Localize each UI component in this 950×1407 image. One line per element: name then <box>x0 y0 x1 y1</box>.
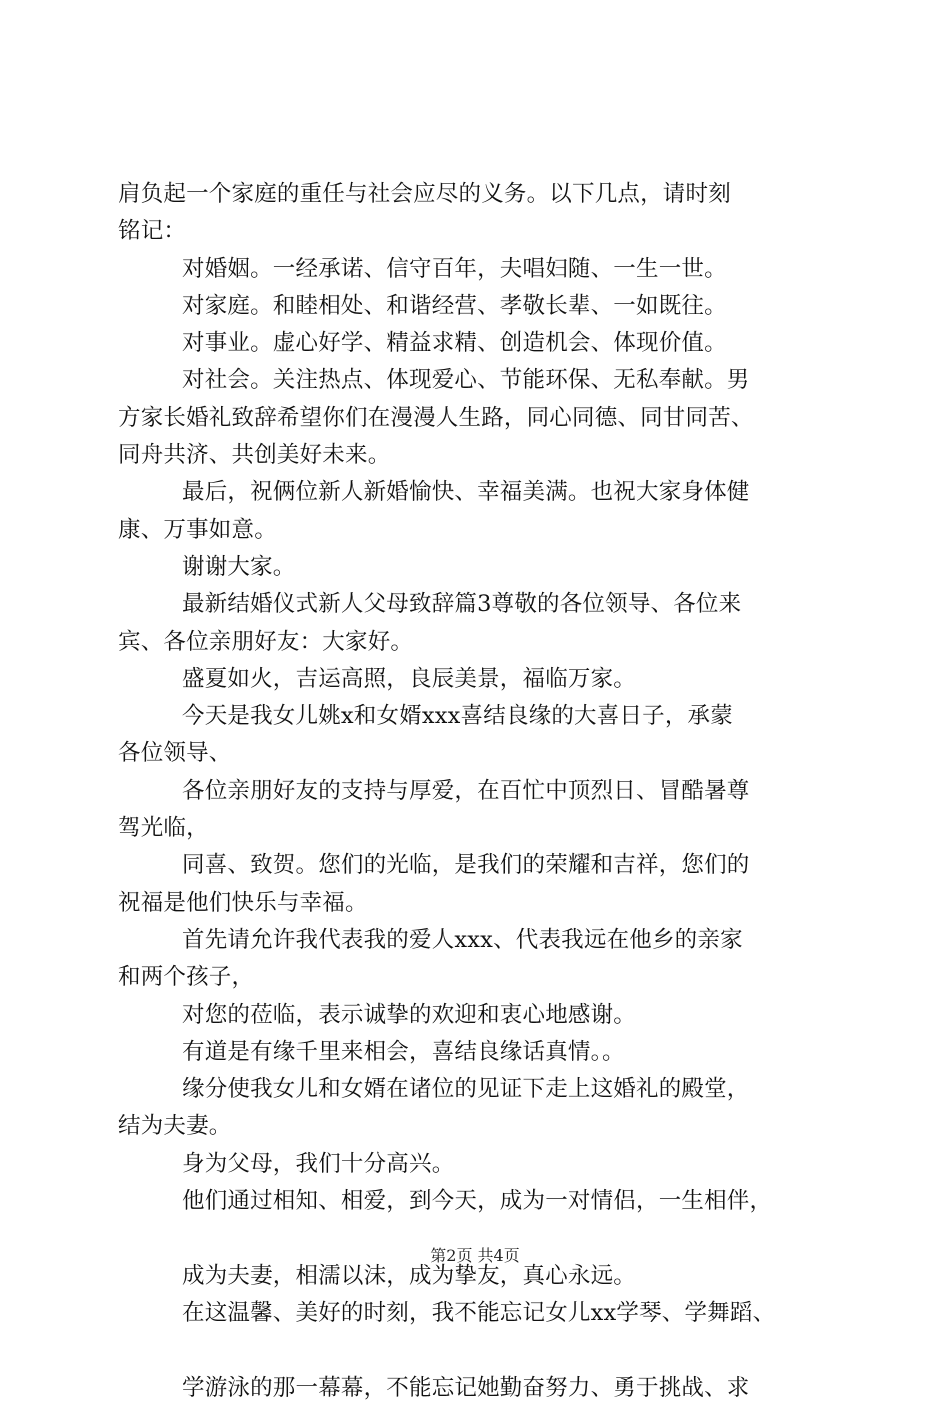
text-line: 康、万事如意。 <box>118 516 277 543</box>
text-line: 最新结婚仪式新人父母致辞篇3尊敬的各位领导、各位来 <box>182 591 742 618</box>
text-line: 各位领导、 <box>118 740 232 767</box>
text-line: 今天是我女儿姚x和女婿xxx喜结良缘的大喜日子，承蒙 <box>182 703 733 730</box>
text-line: 同舟共济、共创美好未来。 <box>118 442 391 469</box>
text-line: 首先请允许我代表我的爱人xxx、代表我远在他乡的亲家 <box>182 926 743 953</box>
text-line: 学游泳的那一幕幕，不能忘记她勤奋努力、勇于挑战、求 <box>182 1374 750 1401</box>
text-line: 缘分使我女儿和女婿在诸位的见证下走上这婚礼的殿堂， <box>182 1076 750 1103</box>
text-line: 驾光临， <box>118 815 209 842</box>
text-line: 有道是有缘千里来相会，喜结良缘话真情。。 <box>182 1038 625 1065</box>
text-line: 铭记： <box>118 218 187 245</box>
text-line: 方家长婚礼致辞希望你们在漫漫人生路，同心同德、同甘同苦、 <box>118 404 754 431</box>
text-line: 对婚姻。一经承诺、信守百年，夫唱妇随、一生一世。 <box>182 255 727 282</box>
text-line: 同喜、致贺。您们的光临，是我们的荣耀和吉祥，您们的 <box>182 852 750 879</box>
text-line: 结为夫妻。 <box>118 1113 232 1140</box>
blank-line <box>118 1332 838 1369</box>
text-line: 对家庭。和睦相处、和谐经营、孝敬长辈、一如既往。 <box>182 292 727 319</box>
text-line: 祝福是他们快乐与幸福。 <box>118 889 368 916</box>
text-line: 对您的莅临，表示诚挚的欢迎和衷心地感谢。 <box>182 1001 637 1028</box>
text-line: 盛夏如火，吉运高照，良辰美景，福临万家。 <box>182 665 637 692</box>
page-footer: 第2页 共4页 <box>430 1246 520 1265</box>
text-line: 宾、各位亲朋好友：大家好。 <box>118 628 414 655</box>
text-line: 对事业。虚心好学、精益求精、创造机会、体现价值。 <box>182 330 727 357</box>
document-body <box>118 176 838 1407</box>
text-line: 他们通过相知、相爱，到今天，成为一对情侣，一生相伴， <box>182 1188 773 1215</box>
text-line: 在这温馨、美好的时刻，我不能忘记女儿xx学琴、学舞蹈、 <box>182 1299 776 1326</box>
text-line: 对社会。关注热点、体现爱心、节能环保、无私奉献。男 <box>182 367 750 394</box>
text-line: 最后，祝俩位新人新婚愉快、幸福美满。也祝大家身体健 <box>182 479 750 506</box>
text-line: 身为父母，我们十分高兴。 <box>182 1150 455 1177</box>
text-line: 肩负起一个家庭的重任与社会应尽的义务。以下几点，请时刻 <box>118 181 731 207</box>
text-line: 和两个孩子， <box>118 964 255 991</box>
text-line: 谢谢大家。 <box>182 553 296 580</box>
text-line: 各位亲朋好友的支持与厚爱，在百忙中顶烈日、冒酷暑尊 <box>182 777 750 804</box>
text-line: 成为夫妻，相濡以沫，成为挚友，真心永远。 <box>182 1262 637 1289</box>
